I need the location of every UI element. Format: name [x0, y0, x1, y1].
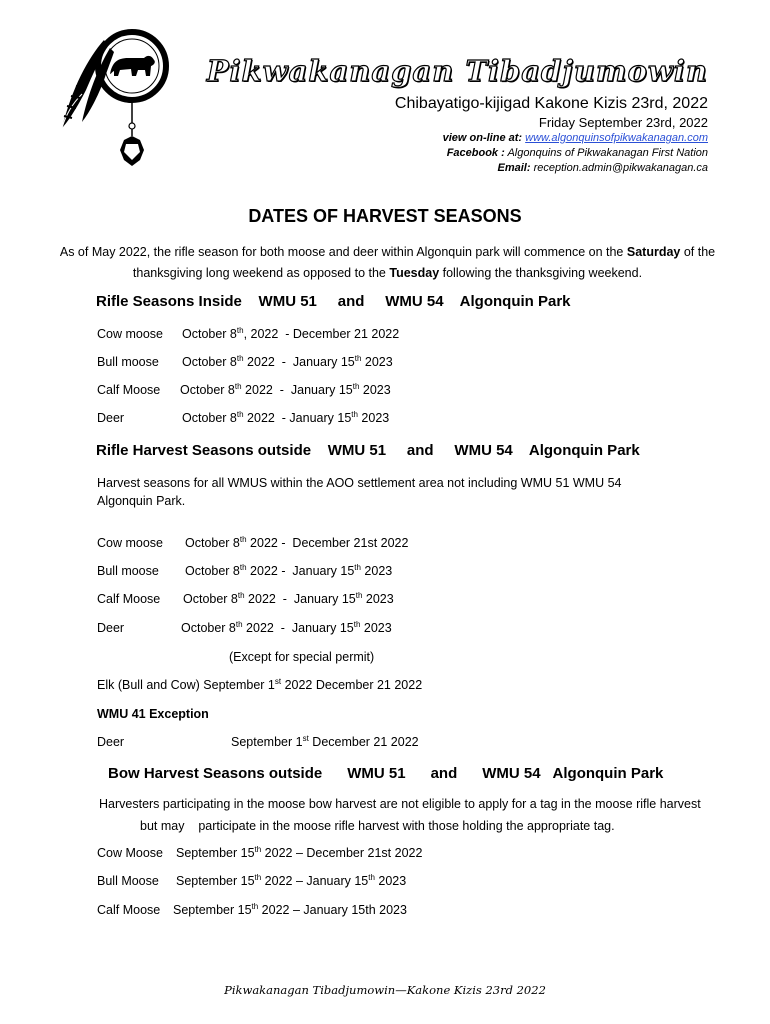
website-link[interactable]: www.algonquinsofpikwakanagan.com	[525, 132, 708, 144]
online-line	[207, 131, 708, 146]
intro-paragraph: As of May 2022, the rifle season for both moose and deer within Algonquin park will commence on the Saturday of the thanksgiving long weekend as opposed to the Tuesday following the thanksgiving weekend.	[59, 245, 716, 280]
elk-season-row: Elk (Bull and Cow) September 1st 2022 December 21 2022	[97, 677, 423, 692]
season-row: Calf Moose September 15th 2022 – January 15th 2023	[97, 902, 407, 917]
section-heading-rifle-inside: Rifle Seasons Inside WMU 51 and WMU 54 Algonquin Park	[96, 293, 571, 310]
facebook-label: Facebook :	[446, 147, 505, 159]
document-title: DATES OF HARVEST SEASONS	[248, 206, 522, 226]
season-row: Calf Moose October 8th 2022 - January 15th 2023	[97, 591, 394, 606]
email-label: Email:	[497, 162, 531, 174]
issue-subtitle: Chibayatigo-kijigad Kakone Kizis 23rd, 2022	[394, 95, 708, 112]
season-row: Bull moose October 8th 2022 - January 15th 2023	[97, 354, 393, 369]
section-heading-rifle-outside: Rifle Harvest Seasons outside WMU 51 and WMU 54 Algonquin Park	[96, 442, 640, 459]
season-row: Cow moose October 8th, 2022 - December 21 2022	[97, 326, 400, 341]
wmu41-deer-row: Deer September 1st December 21 2022	[97, 734, 419, 749]
season-row: Cow moose October 8th 2022 - December 21st 2022	[97, 535, 409, 550]
special-permit-note: (Except for special permit)	[229, 650, 375, 664]
online-label: view on-line at:	[442, 132, 523, 144]
dreamcatcher-bear-logo-icon	[52, 18, 172, 188]
section-paragraph: Harvest seasons for all WMUS within the AOO settlement area not including WMU 51 WMU 54 Algonquin Park.	[97, 476, 622, 508]
season-row: Calf Moose October 8th 2022 - January 15th 2023	[97, 382, 391, 397]
email-line	[207, 161, 708, 176]
season-row: Cow Moose September 15th 2022 – December 21st 2022	[97, 845, 423, 860]
season-row: Bull Moose September 15th 2022 – January 15th 2023	[97, 873, 407, 888]
wmu41-heading: WMU 41 Exception	[97, 707, 209, 721]
publication-title: Pikwakanagan Tibadjumowin	[206, 54, 708, 88]
bow-paragraph-line1: Harvesters participating in the moose bow harvest are not eligible to apply for a tag in the moose rifle harvest	[99, 797, 701, 811]
issue-date: Friday September 23rd, 2022	[538, 115, 708, 130]
section-heading-bow-outside: Bow Harvest Seasons outside WMU 51 and WMU 54 Algonquin Park	[108, 765, 664, 782]
page-footer: Pikwakanagan Tibadjumowin—Kakone Kizis 23rd 2022	[224, 983, 546, 997]
facebook-value: Algonquins of Pikwakanagan First Nation	[507, 147, 708, 159]
bow-paragraph-line2: but may participate in the moose rifle harvest with those holding the appropriate tag.	[140, 819, 615, 833]
season-row: Deer October 8th 2022 - January 15th 2023	[97, 620, 392, 635]
masthead	[207, 54, 708, 176]
season-row: Bull moose October 8th 2022 - January 15th 2023	[97, 563, 393, 578]
email-value: reception.admin@pikwakanagan.ca	[533, 162, 708, 174]
facebook-line	[207, 146, 708, 161]
season-row: Deer October 8th 2022 - January 15th 2023	[97, 410, 390, 425]
